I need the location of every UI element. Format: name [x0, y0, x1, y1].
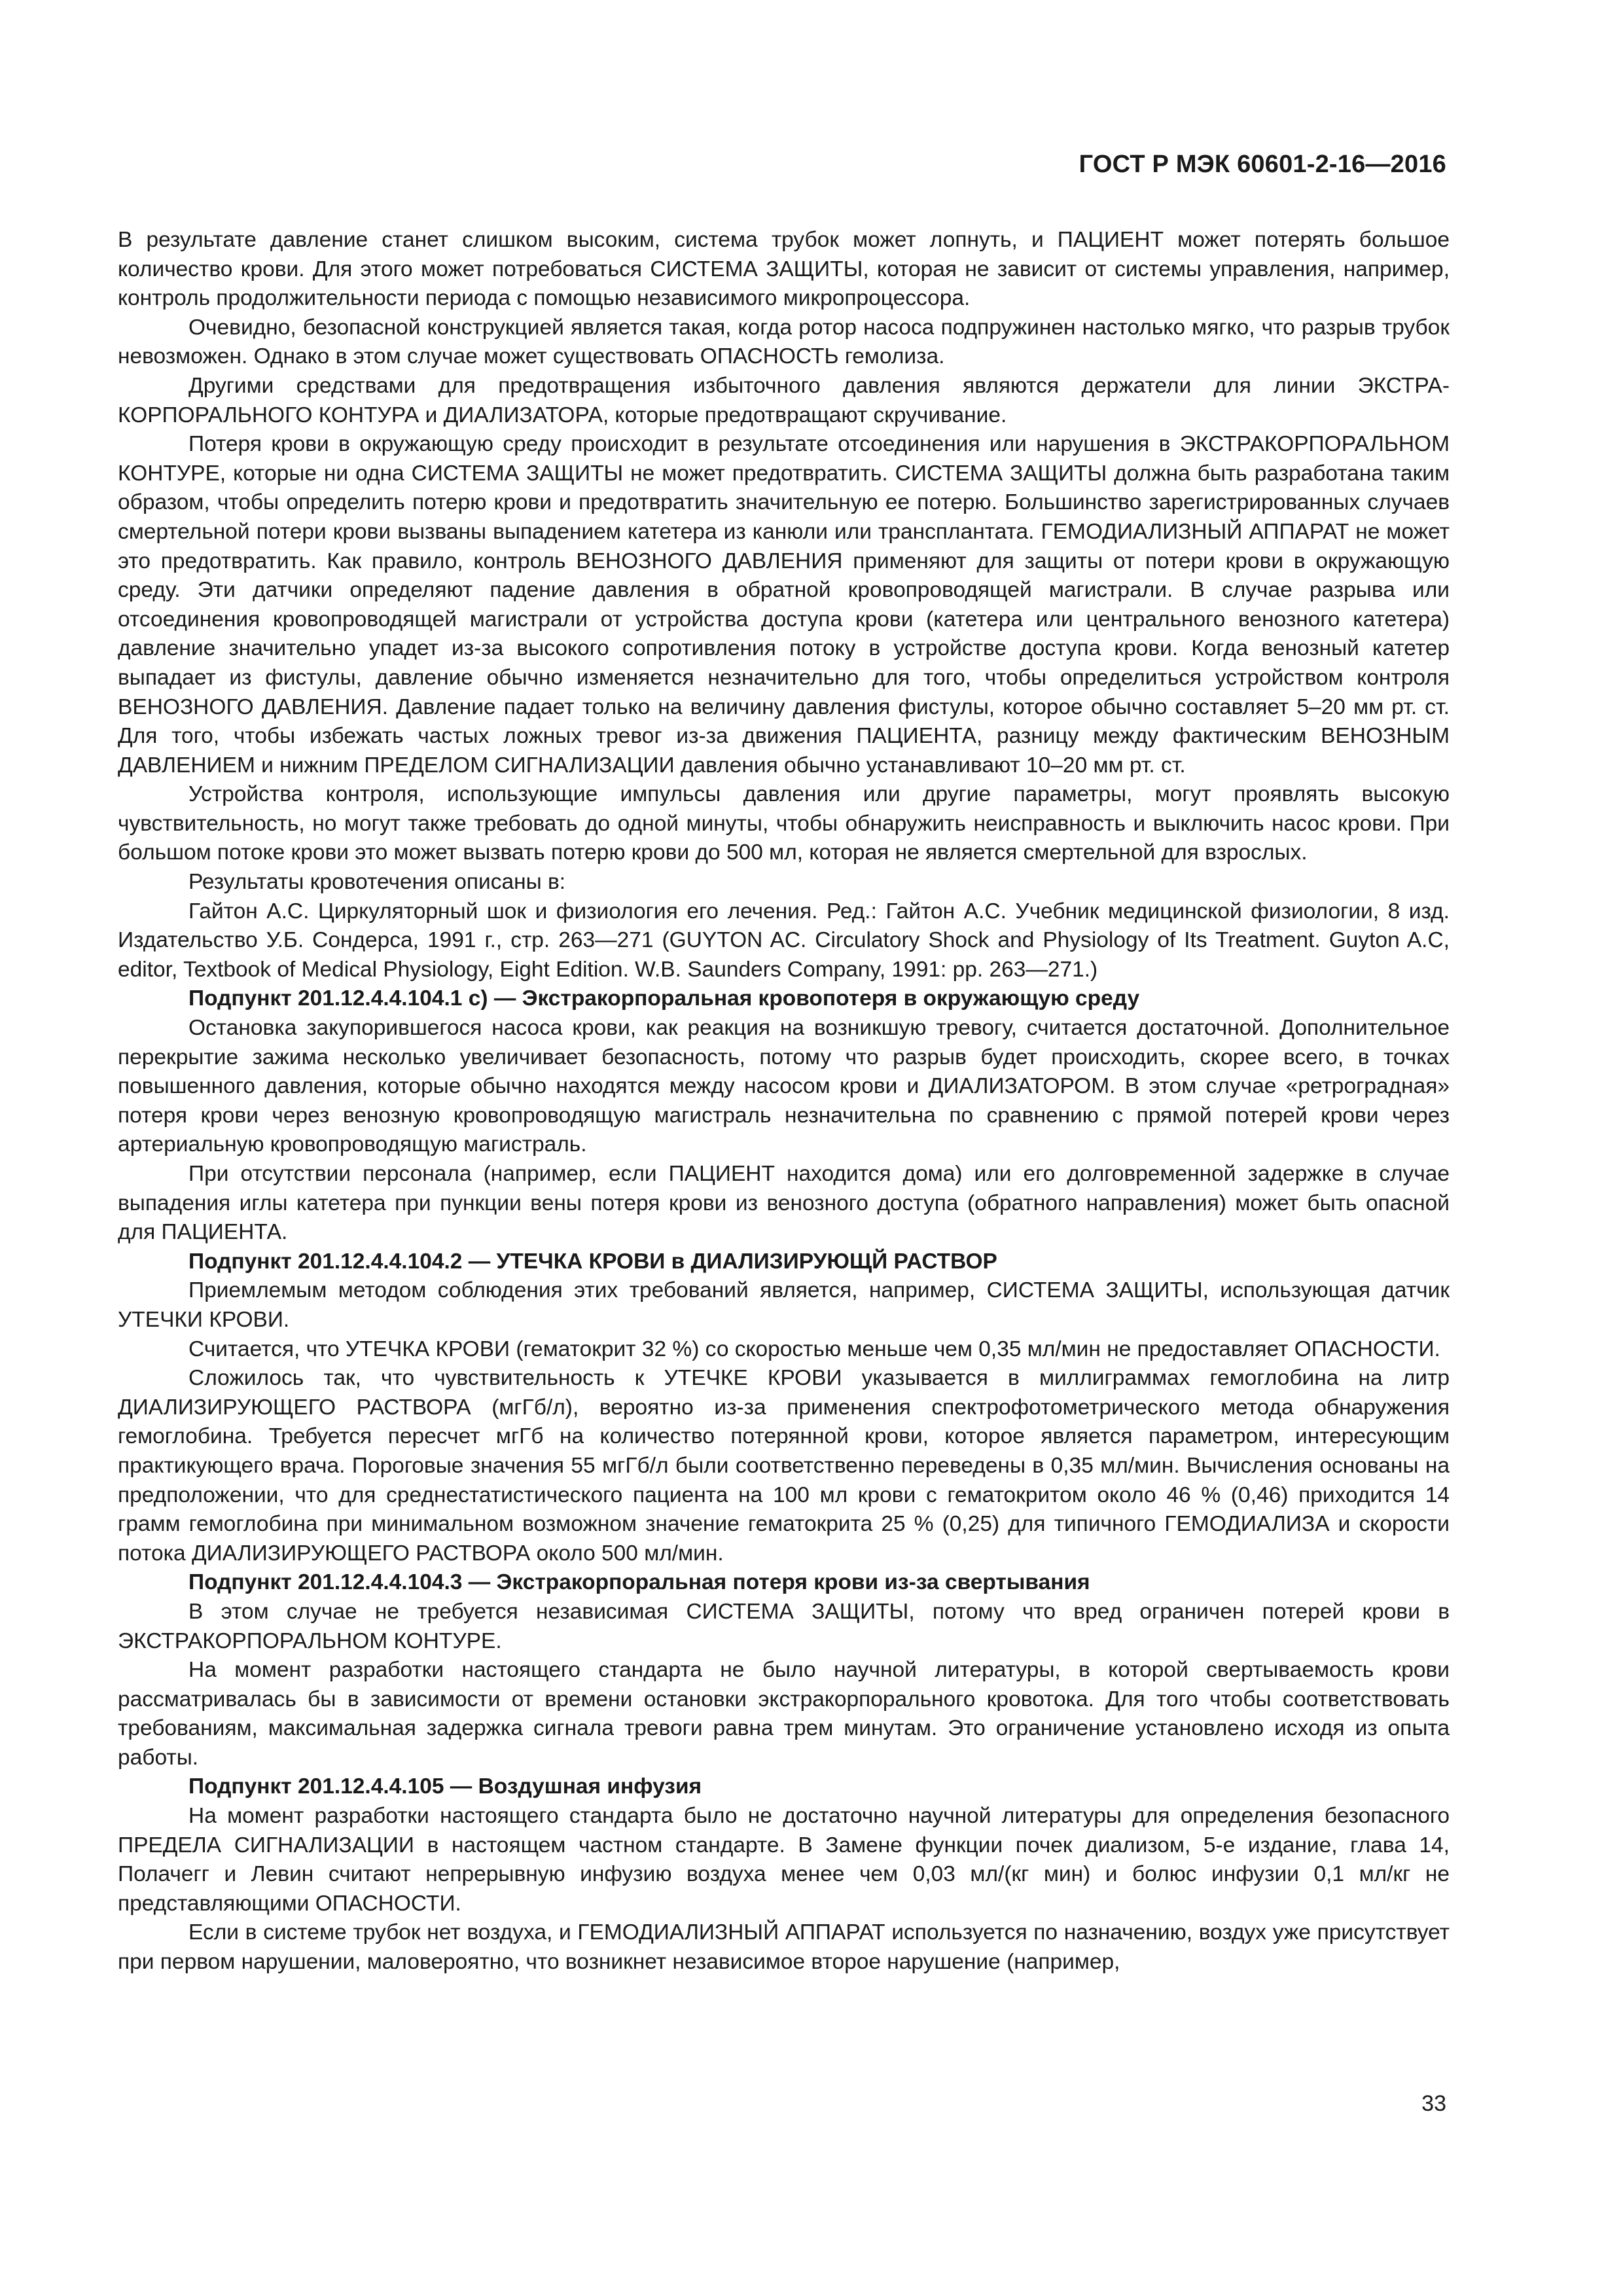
paragraph: Если в системе трубок нет воздуха, и ГЕМОДИАЛИЗНЫЙ АППАРАТ используется по назначению, воздух уже присутствует при первом нарушении, маловероятно, что возникнет независимое второе нарушение (например, [118, 1920, 1450, 1975]
paragraph: Сложилось так, что чувствительность к УТЕЧКЕ КРОВИ указывается в миллиграммах гемоглобина на литр ДИАЛИЗИРУЮЩЕГО РАСТВОРА (мгГб/л), вероятно из-за применения спектрофотометрического метода обнаружения гемоглобина. Требуется пересчет мгГб на количество потерянной крови, которое является параметром, интересующим практикующего врача. Пороговые значения 55 мгГб/л были соответственно переведены в 0,35 мл/мин. Вычисления основаны на предположении, что для среднестатистического пациента на 100 мл крови с гематокритом около 46 % (0,46) приходится 14 грамм гемоглобина при минимальном возможном значение гематокрита 25 % (0,25) для типичного ГЕМОДИАЛИЗА и скорости потока ДИАЛИЗИРУЮЩЕГО РАСТВОРА около 500 мл/мин. [118, 1366, 1450, 1566]
document-body [118, 226, 1450, 1977]
paragraph: Приемлемым методом соблюдения этих требований является, например, СИСТЕМА ЗАЩИТЫ, использующая датчик УТЕЧКИ КРОВИ. [118, 1278, 1450, 1332]
paragraph: Результаты кровотечения описаны в: [188, 870, 566, 895]
paragraph: Устройства контроля, использующие импульсы давления или другие параметры, могут проявлять высокую чувствительность, но могут также требовать до одной минуты, чтобы обнаружить неисправность и выключить насос крови. При большом потоке крови это может вызвать потерю крови до 500 мл, которая не является смертельной для взрослых. [118, 782, 1450, 865]
document-header: ГОСТ Р МЭК 60601-2-16—2016 [1079, 151, 1446, 178]
paragraph: Гайтон А.С. Циркуляторный шок и физиология его лечения. Ред.: Гайтон А.С. Учебник медицинской физиологии, 8 изд. Издательство У.Б. Сондерса, 1991 г., стр. 263—271 (GUYTON AC. Circulatory Shock and Physiology of Its Treatment. Guyton A.C, editor, Textbook of Medical Physiology, Eight Edition. W.B. Saunders Company, 1991: pp. 263—271.) [118, 899, 1450, 982]
paragraph: Потеря крови в окружающую среду происходит в результате отсоединения или нарушения в ЭКСТРАКОРПОРАЛЬНОМ КОНТУРЕ, которые ни одна СИСТЕМА ЗАЩИТЫ не может предотвратить. СИСТЕМА ЗАЩИТЫ должна быть разработана таким образом, чтобы определить потерю крови и предотвратить значительную ее потерю. Большинство зарегистрированных случаев смертельной потери крови вызваны выпадением катетера из канюли или трансплантата. ГЕМОДИАЛИЗНЫЙ АППАРАТ не может это предотвратить. Как правило, контроль ВЕНОЗНОГО ДАВЛЕНИЯ применяют для защиты от потери крови в окружающую среду. Эти датчики определяют падение давления в обратной кровопроводящей магистрали. В случае разрыва или отсоединения кровопроводящей магистрали от устройства доступа крови (катетера или центрального венозного катетера) давление значительно упадет из-за высокого сопротивления потоку в устройстве доступа крови. Когда венозный катетер выпадает из фистулы, давление обычно изменяется незначительно для того, чтобы определиться устройством контроля ВЕНОЗНОГО ДАВЛЕНИЯ. Давление падает только на величину давления фистулы, которое обычно составляет 5–20 мм рт. ст. Для того, чтобы избежать частых ложных тревог из-за движения ПАЦИЕНТА, разницу между фактическим ВЕНОЗНЫМ ДАВЛЕНИЕМ и нижним ПРЕДЕЛОМ СИГНАЛИЗАЦИИ давления обычно устанавливают 10–20 мм рт. ст. [118, 432, 1450, 778]
paragraph: Остановка закупорившегося насоса крови, как реакция на возникшую тревогу, считается достаточной. Дополнительное перекрытие зажима несколько увеличивает безопасность, потому что разрыв будет происходить, скорее всего, в точках повышенного давления, которые обычно находятся между насосом крови и ДИАЛИЗАТОРОМ. В этом случае «ретроградная» потеря крови через венозную кровопроводящую магистраль незначительна по сравнению с прямой потерей крови через артериальную кровопроводящую магистраль. [118, 1016, 1450, 1157]
paragraph: В этом случае не требуется независимая СИСТЕМА ЗАЩИТЫ, потому что вред ограничен потерей крови в ЭКСТРАКОРПОРАЛЬНОМ КОНТУРЕ. [118, 1599, 1450, 1653]
section-heading: Подпункт 201.12.4.4.104.3 — Экстракорпоральная потеря крови из-за свертывания [188, 1570, 1090, 1595]
paragraph: Другими средствами для предотвращения избыточного давления являются держатели для линии ЭКСТРАКОРПОРАЛЬНОГО КОНТУРА и ДИАЛИЗАТОРА, которые предотвращают скручивание. [118, 373, 1450, 427]
section-heading: Подпункт 201.12.4.4.104.2 — УТЕЧКА КРОВИ в ДИАЛИЗИРУЮЩЙ РАСТВОР [188, 1249, 997, 1274]
paragraph: На момент разработки настоящего стандарта было не достаточно научной литературы для определения безопасного ПРЕДЕЛА СИГНАЛИЗАЦИИ в настоящем частном стандарте. В Замене функции почек диализом, 5-е издание, глава 14, Полачегг и Левин считают непрерывную инфузию воздуха менее чем 0,03 мл/(кг мин) и болюс инфузии 0,1 мл/кг не представляющими ОПАСНОСТИ. [118, 1804, 1450, 1916]
paragraph: На момент разработки настоящего стандарта не было научной литературы, в которой свертываемость крови рассматривалась бы в зависимости от времени остановки экстракорпорального кровотока. Для того чтобы соответствовать требованиям, максимальная задержка сигнала тревоги равна трем минутам. Это ограничение установлено исходя из опыта работы. [118, 1658, 1450, 1770]
paragraph: Считается, что УТЕЧКА КРОВИ (гематокрит 32 %) со скоростью меньше чем 0,35 мл/мин не предоставляет ОПАСНОСТИ. [188, 1336, 1440, 1361]
paragraph: В результате давление станет слишком высоким, система трубок может лопнуть, и ПАЦИЕНТ может потерять большое количество крови. Для этого может потребоваться СИСТЕМА ЗАЩИТЫ, которая не зависит от системы управления, например, контроль продолжительности периода с помощью независимого микропроцессора. [118, 228, 1450, 311]
page-number: 33 [1421, 2091, 1446, 2116]
section-heading: Подпункт 201.12.4.4.105 — Воздушная инфузия [188, 1774, 702, 1799]
paragraph: При отсутствии персонала (например, если ПАЦИЕНТ находится дома) или его долговременной задержке в случае выпадения иглы катетера при пункции вены потеря крови из венозного доступа (обратного направления) может быть опасной для ПАЦИЕНТА. [118, 1162, 1450, 1245]
section-heading: Подпункт 201.12.4.4.104.1 c) — Экстракорпоральная кровопотеря в окружающую среду [188, 986, 1140, 1011]
paragraph: Очевидно, безопасной конструкцией является такая, когда ротор насоса подпружинен настолько мягко, что разрыв трубок невозможен. Однако в этом случае может существовать ОПАСНОСТЬ гемолиза. [118, 315, 1450, 369]
